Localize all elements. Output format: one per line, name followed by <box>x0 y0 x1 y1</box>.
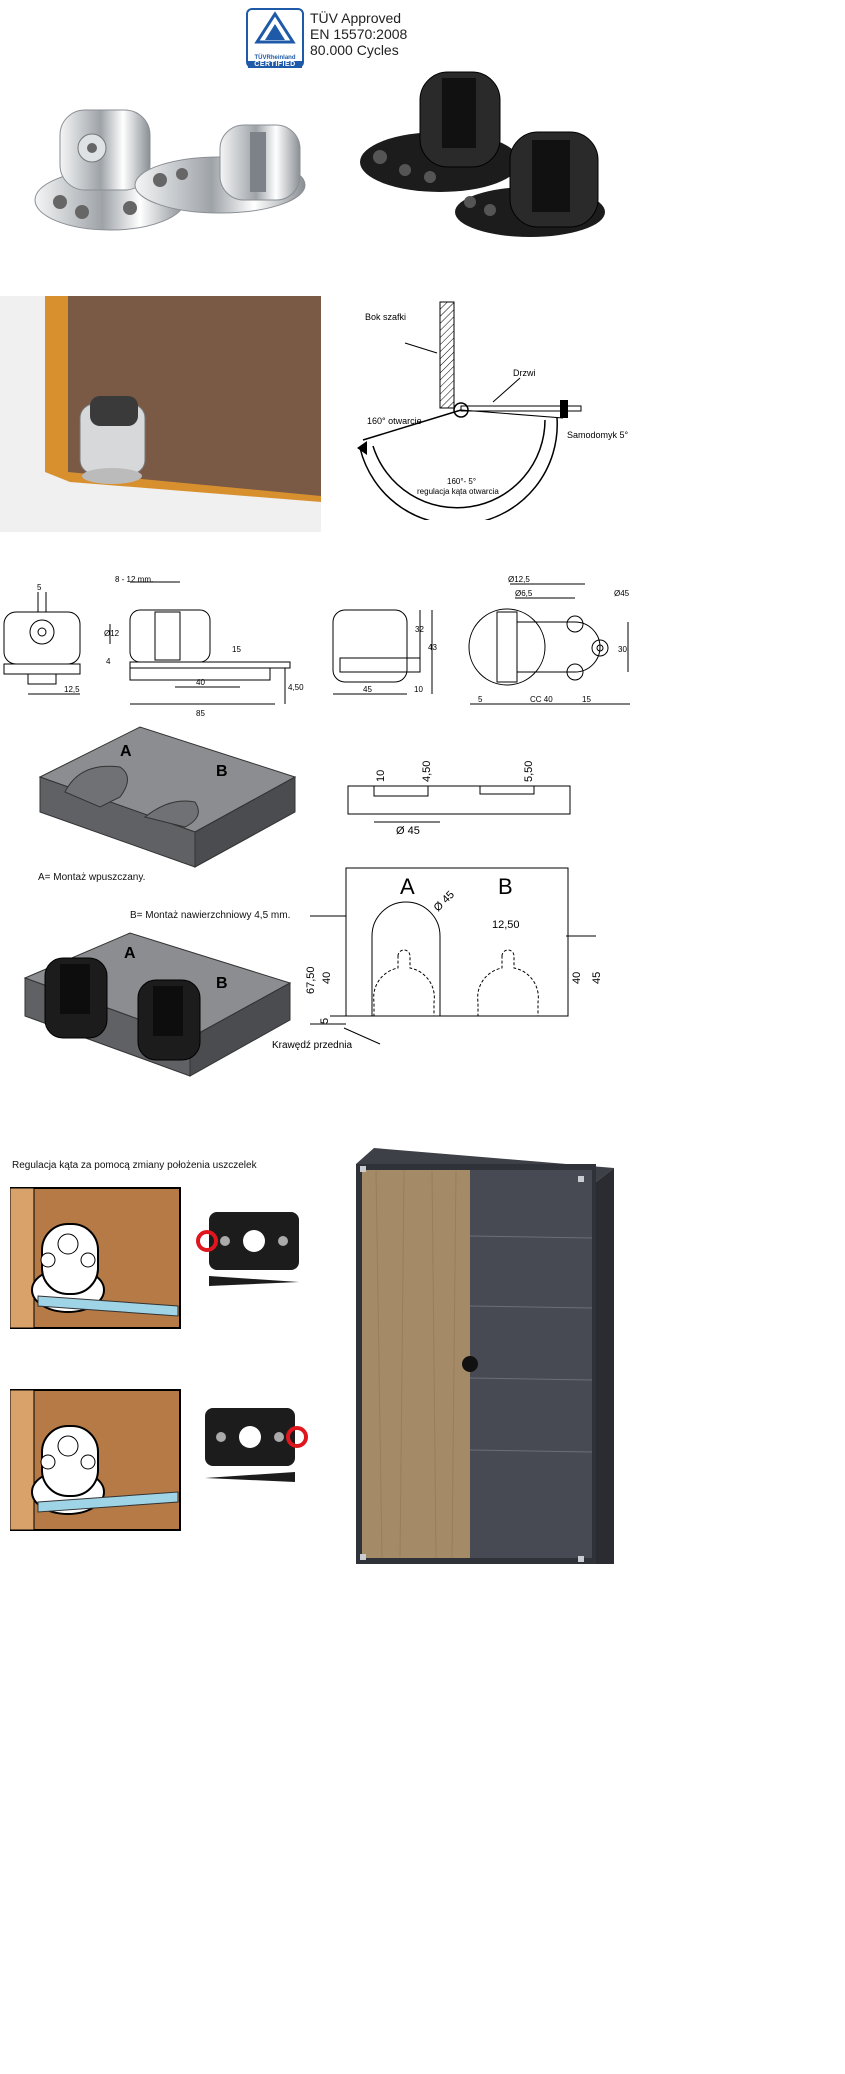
chrome-hinge-photo <box>20 80 320 260</box>
cutout-dim-40: 40 <box>321 971 333 984</box>
label-regulacja-2: regulacja kąta otwarcia <box>417 487 499 496</box>
cutout-dim-40b: 40 <box>571 971 583 984</box>
cutout-dim-67-50: 67,50 <box>305 966 317 994</box>
label-160-otwarcie: 160° otwarcie <box>367 416 422 426</box>
dim-12-5: 12,5 <box>64 685 80 694</box>
dim-15b: 15 <box>582 695 591 704</box>
dim-15: 15 <box>232 645 241 654</box>
cabinet-illustration <box>356 1146 616 1564</box>
label-regulacja-1: 160°- 5° <box>447 477 477 486</box>
caption-a: A= Montaż wpuszczany. <box>38 872 146 883</box>
sec-dim-5-50: 5,50 <box>523 760 535 782</box>
dim-5: 5 <box>37 583 42 592</box>
dim-45: 45 <box>363 685 372 694</box>
mounting-block-illustration <box>20 722 310 872</box>
cutout-label-a: A <box>400 874 415 899</box>
badge-foot: CERTIFIED <box>248 61 302 68</box>
black-hinge-photo <box>360 62 610 252</box>
dim-32: 32 <box>415 625 424 634</box>
section-drawing <box>340 748 580 838</box>
badge-brand: TÜVRheinland <box>254 55 296 61</box>
dim-cc40: CC 40 <box>530 695 553 704</box>
sec-dim-4-50: 4,50 <box>421 760 433 782</box>
dim-43: 43 <box>428 643 437 652</box>
label-bok-szafki: Bok szafki <box>365 312 407 322</box>
label-samodomyk: Samodomyk 5° <box>567 430 629 440</box>
adjustment-diagram-2 <box>10 1386 185 1536</box>
gasket-2 <box>195 1404 315 1484</box>
knob-icon <box>462 1356 478 1372</box>
block2-label-a: A <box>124 945 136 962</box>
label-drzwi: Drzwi <box>513 368 536 378</box>
dimension-drawings <box>0 572 845 722</box>
opening-angle-diagram <box>345 298 645 520</box>
tuv-triangle-icon <box>248 10 302 50</box>
adjustment-title: Regulacja kąta za pomocą zmiany położenia uszczelek <box>12 1160 257 1171</box>
caption-b: B= Montaż nawierzchniowy 4,5 mm. <box>130 910 291 921</box>
dim-30: 30 <box>618 645 627 654</box>
cert-line1: TÜV Approved <box>310 10 402 26</box>
dim-4: 4 <box>106 657 111 666</box>
cutout-dim-12-50: 12,50 <box>492 919 520 931</box>
tuv-badge <box>246 8 304 68</box>
dim-85: 85 <box>196 709 205 718</box>
cutout-dim-5: 5 <box>319 1017 331 1024</box>
cutout-dim-phi45: Ø 45 <box>431 888 457 915</box>
cert-line3: 80.000 Cycles <box>310 42 399 58</box>
block-with-hinges-illustration <box>20 928 300 1078</box>
dim-phi12: Ø12 <box>104 629 120 638</box>
dim-40: 40 <box>196 678 205 687</box>
dim-5b: 5 <box>478 695 483 704</box>
cutout-front-edge: Krawędź przednia <box>272 1040 353 1051</box>
dim-phi6-5: Ø6,5 <box>515 589 533 598</box>
gasket-1 <box>195 1208 305 1288</box>
sec-dim-10: 10 <box>375 769 387 782</box>
dim-4-50: 4,50 <box>288 683 304 692</box>
cutout-drawing <box>270 864 610 1056</box>
sec-dim-phi45: Ø 45 <box>396 825 420 837</box>
cutout-label-b: B <box>498 874 513 899</box>
dim-phi45: Ø45 <box>614 589 630 598</box>
dim-10: 10 <box>414 685 423 694</box>
cutout-dim-45: 45 <box>591 971 603 984</box>
adjustment-diagram-1 <box>10 1184 185 1334</box>
dim-phi12-5: Ø12,5 <box>508 575 530 584</box>
block-label-a: A <box>120 743 132 760</box>
cert-line2: EN 15570:2008 <box>310 26 408 42</box>
block-label-b: B <box>216 763 228 780</box>
cert-text <box>310 10 407 58</box>
installed-hinge-photo <box>0 296 321 532</box>
dim-8-12: 8 - 12 mm. <box>115 575 154 584</box>
block2-label-b: B <box>216 975 228 992</box>
